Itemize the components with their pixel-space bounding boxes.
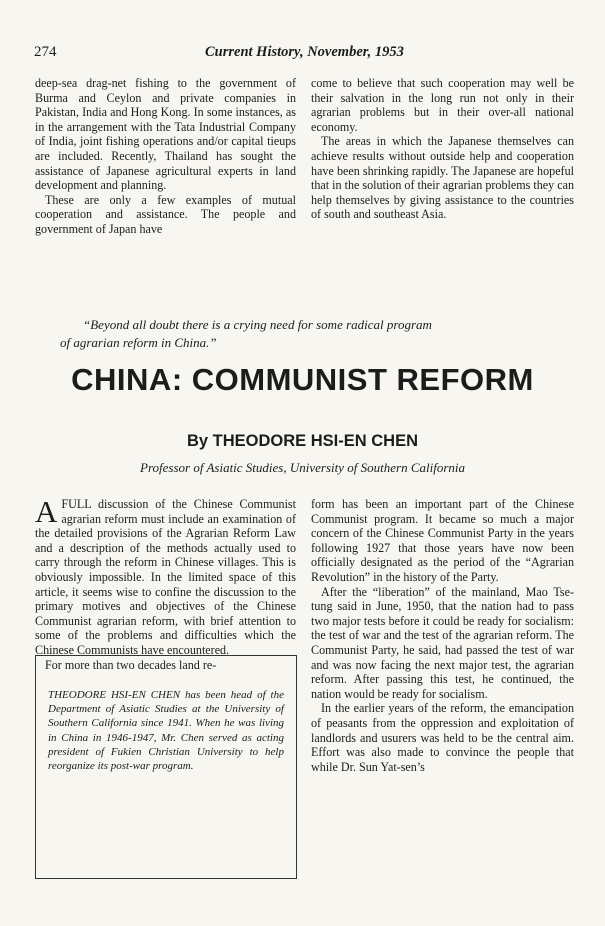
paragraph [35,494,296,658]
paragraph: come to believe that such cooperation may well be their salvation in the long run not only in their agrarian problems but in their over-all national economy. [311,76,574,134]
paragraph: The areas in which the Japanese themselves can achieve results without outside help and cooperation have been shrinking rapidly. The Japanese are hopeful that in the solution of their agrarian problems they can help themselves by giving assistance to the countries of south and southeast Asia. [311,134,574,222]
article-title: CHINA: COMMUNIST REFORM [71,362,534,397]
author-affiliation: Professor of Asiatic Studies, University of Southern California [140,460,465,475]
paragraph: After the “liberation” of the mainland, Mao Tse-tung said in June, 1950, that the nation had to pass two major tests before it could be ready for socialism: the test of war and the test of the agrarian reform. The Communist Party, he said, had passed the test of war and was now facing the next major test, the agrarian reform. After passing this test, he continued, the nation would be ready for socialism. [311,584,574,701]
epigraph-line: “Beyond all doubt there is a crying need for some radical program [83,317,432,332]
author-bio-box [35,655,297,879]
paragraph: form has been an important part of the Chinese Communist program. It became so much a major concern of the Chinese Communist Party in the years following 1927 that those years have now been officially designated as the period of the “Agrarian Revolution” in the history of the Party. [311,497,574,584]
running-title: Current History, November, 1953 [205,44,404,60]
running-header [0,44,605,64]
paragraph: For more than two decades land re- [45,657,217,672]
paragraph: These are only a few examples of mutual cooperation and assistance. The people and government of Japan have [35,192,296,236]
paragraph: deep-sea drag-net fishing to the government of Burma and Ceylon and private companies in Pakistan, India and Hong Kong. In some instances, as in the arrangement with the Tata Industrial Company of India, joint fishing operations and/or capital tieups are included. Recently, Thailand has sought the assistance of Japanese agricultural experts in land development and planning. [35,76,296,193]
prev-article-left-column [35,76,296,237]
byline: By THEODORE HSI-EN CHEN [186,432,419,450]
paragraph: In the earlier years of the reform, the emancipation of peasants from the oppression and exploitation of landlords and usurers was held to be the central aim. Effort was also made to convince the people that while Dr. Sun Yat-sen’s [311,701,574,774]
article-right-column [311,497,574,774]
epigraph-line: of agrarian reform in China.” [60,335,217,350]
drop-cap: A [35,494,58,529]
epigraph [60,316,580,352]
paragraph-text: FULL discussion of the Chinese Communist agrarian reform must include an examination of the detailed provisions of the Agrarian Reform Law and a description of the methods actually used to carry through the reform in Chinese villages. This is obviously impossible. In the limited space of this article, it seems wise to confine the discussion to the primary motives and objectives of the Chinese Communist agrarian reform, with brief attention to some of the problems and difficulties which the Chinese Communists have encountered. [35,497,296,657]
author-bio: THEODORE HSI-EN CHEN has been head of the Department of Asiatic Studies at the University of Southern California since 1941. When he was living in China in 1946-1947, Mr. Chen served as acting president of Fukien Christian University to help reorganize its post-war program. [48,689,284,773]
article-left-column [35,494,296,672]
page-number: 274 [34,44,57,60]
prev-article-right-column [311,76,574,222]
